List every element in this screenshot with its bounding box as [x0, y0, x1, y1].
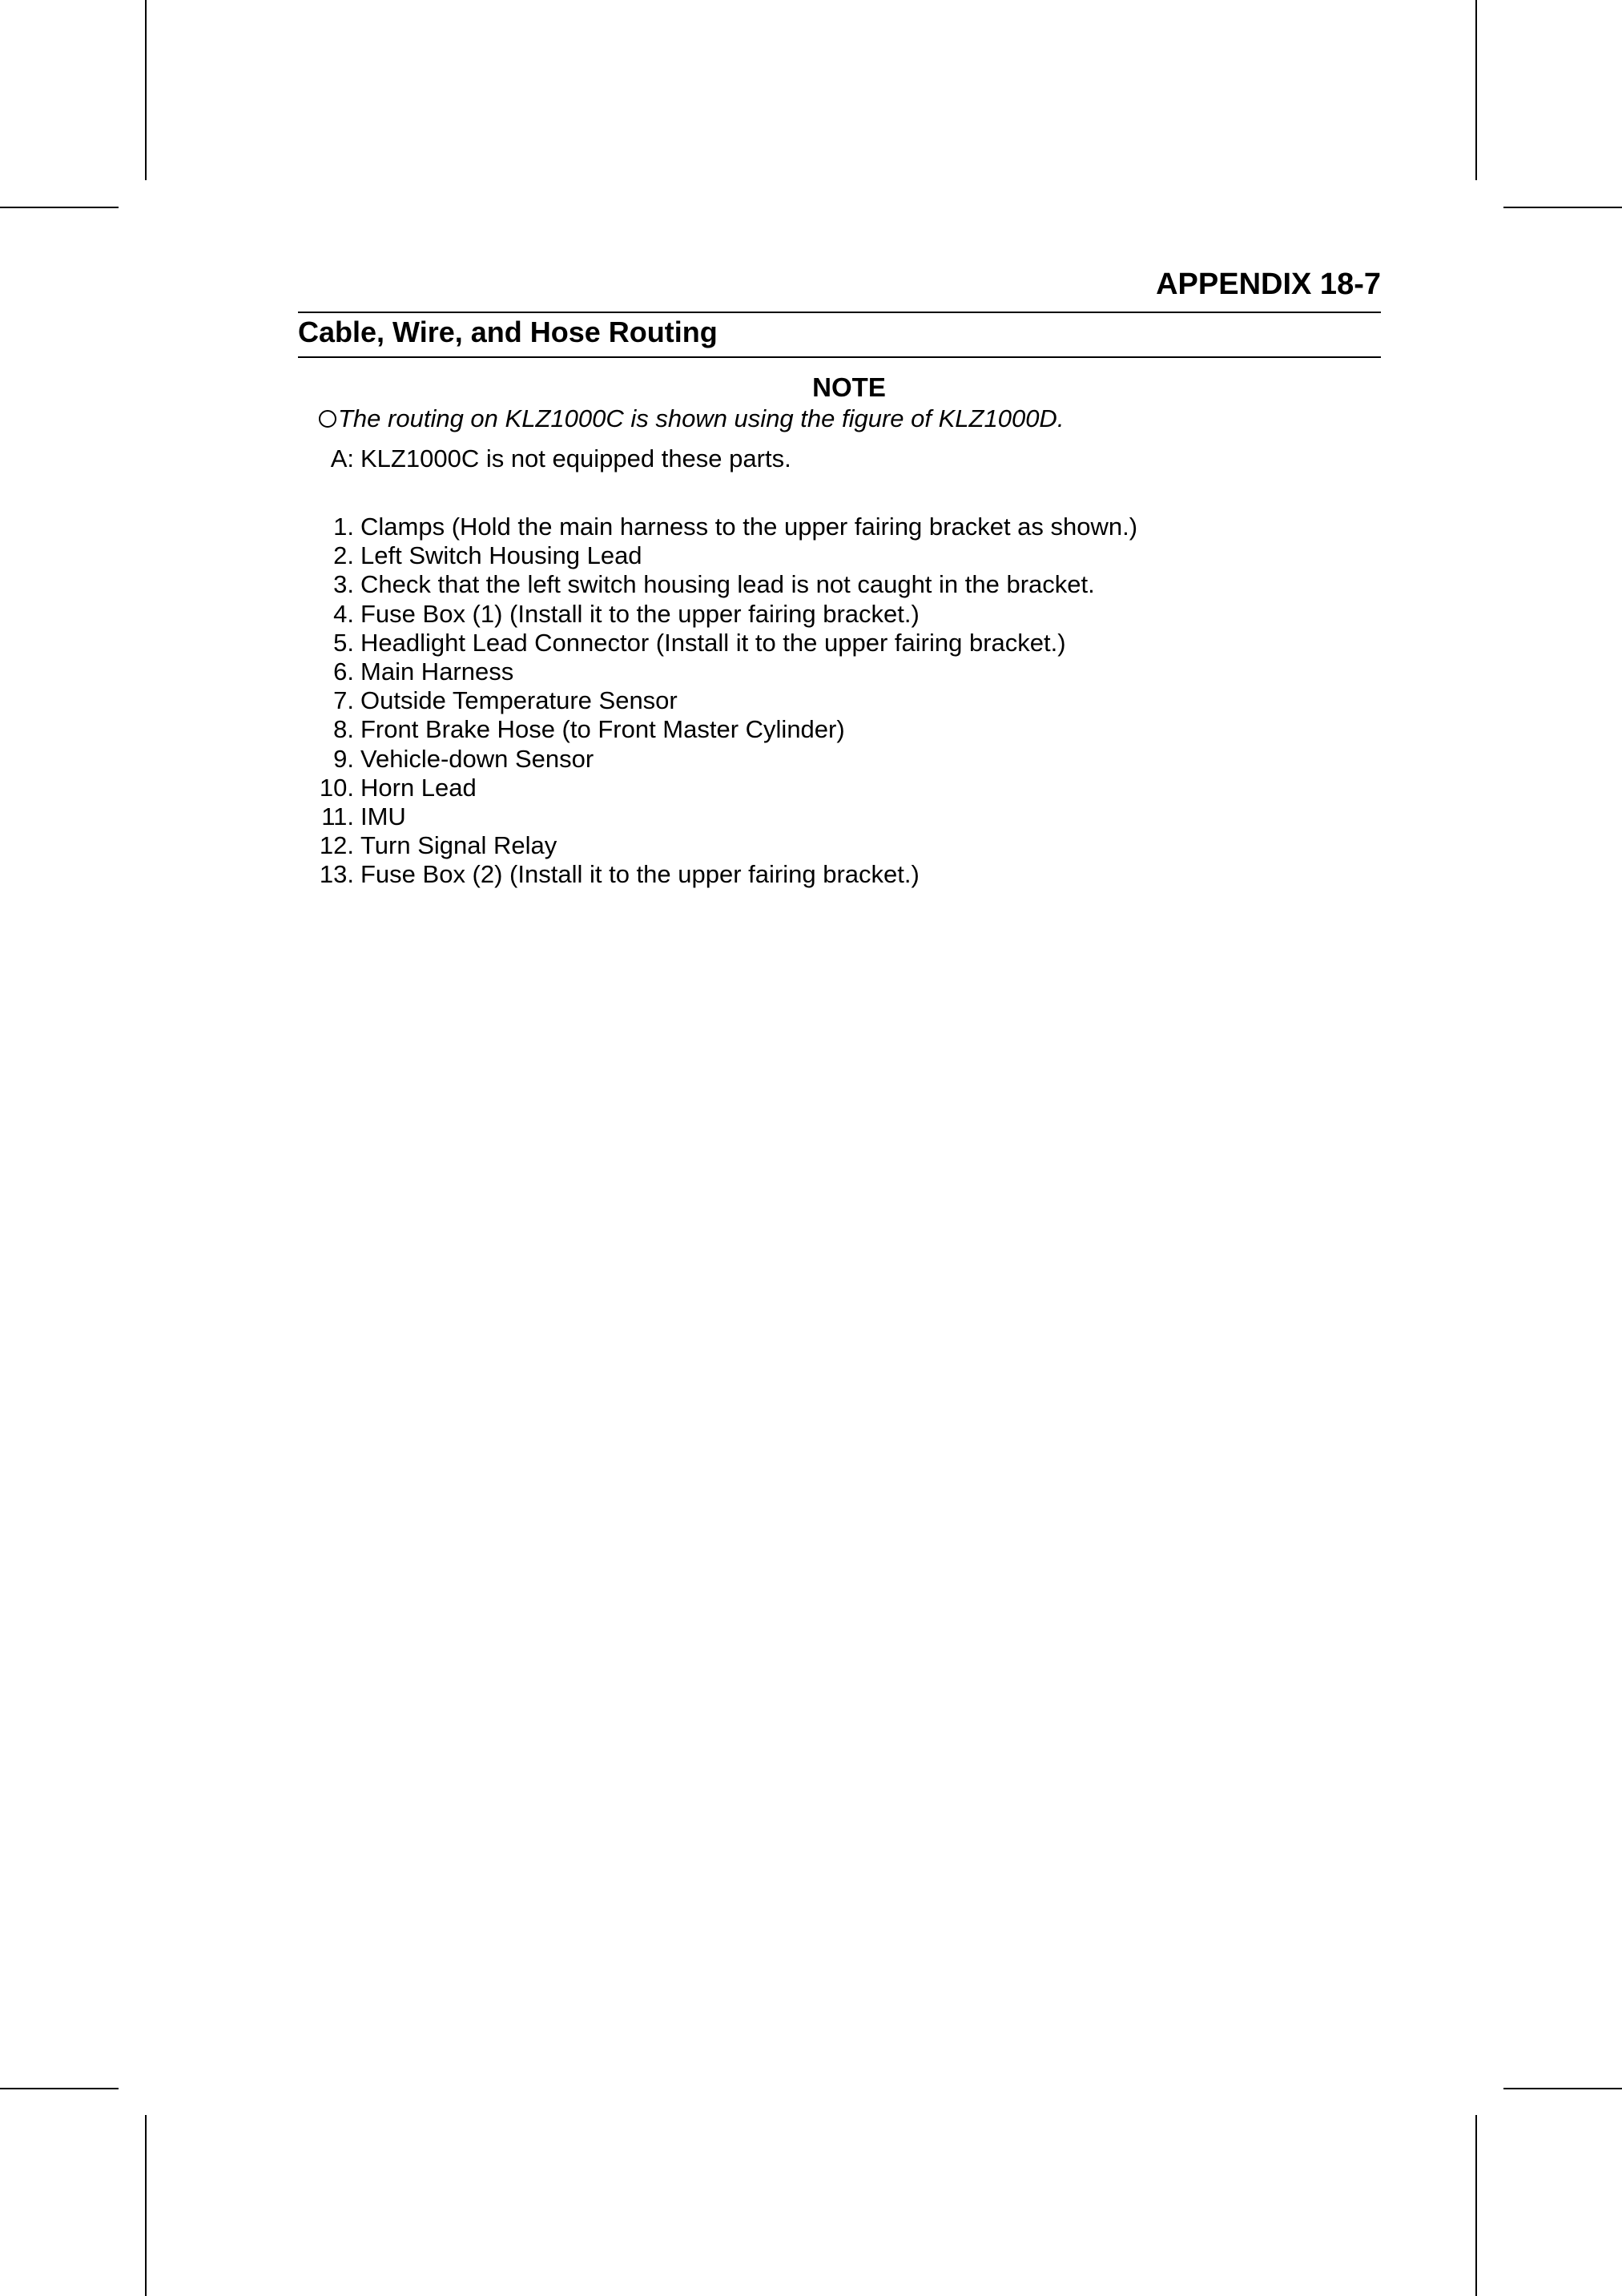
note-body — [319, 402, 1064, 436]
item-number: 5. — [333, 628, 354, 657]
item-number: 3. — [333, 570, 354, 599]
item-text: Fuse Box (1) (Install it to the upper fairing bracket.) — [360, 599, 920, 628]
item-number: 12. — [319, 831, 354, 860]
list-item — [304, 774, 1137, 802]
list-item — [304, 657, 1137, 686]
item-number: 13. — [319, 860, 354, 889]
list-item — [304, 831, 1137, 860]
list-item — [304, 860, 1137, 889]
page-label: APPENDIX 18-7 — [1156, 267, 1381, 301]
crop-mark-top-right-horizontal — [1503, 207, 1622, 208]
list-item — [304, 513, 1137, 541]
item-text: Left Switch Housing Lead — [360, 541, 642, 570]
item-number: 1. — [333, 513, 354, 541]
legend-text: KLZ1000C is not equipped these parts. — [360, 444, 791, 472]
item-number: 11. — [321, 802, 354, 830]
note-text: The routing on KLZ1000C is shown using the figure of KLZ1000D. — [338, 404, 1065, 432]
item-number: 8. — [333, 715, 354, 744]
crop-mark-bottom-left-vertical — [145, 2115, 147, 2296]
parts-list — [304, 513, 1137, 889]
crop-mark-top-left-vertical — [145, 0, 147, 180]
list-item — [304, 570, 1137, 599]
item-number: 6. — [333, 657, 354, 686]
crop-mark-top-right-vertical — [1475, 0, 1477, 180]
item-number: 2. — [333, 541, 354, 570]
list-item — [304, 745, 1137, 774]
crop-mark-top-left-horizontal — [0, 207, 119, 208]
crop-mark-bottom-right-vertical — [1475, 2115, 1477, 2296]
item-number: 4. — [333, 599, 354, 628]
item-number: 7. — [333, 686, 354, 715]
section-title-rule — [298, 356, 1381, 358]
hollow-circle-bullet-icon — [319, 410, 336, 428]
list-item — [304, 600, 1137, 629]
item-text: Front Brake Hose (to Front Master Cylinder) — [360, 715, 845, 744]
legend-line — [304, 444, 791, 473]
note-title: NOTE — [812, 372, 886, 402]
item-text: Outside Temperature Sensor — [360, 686, 678, 715]
list-item — [304, 715, 1137, 744]
item-text: Vehicle-down Sensor — [360, 744, 594, 773]
list-item — [304, 541, 1137, 570]
item-text: Fuse Box (2) (Install it to the upper fairing bracket.) — [360, 860, 920, 889]
item-text: Turn Signal Relay — [360, 831, 557, 860]
list-item — [304, 686, 1137, 715]
legend-key: A: — [330, 444, 354, 472]
item-number: 9. — [333, 744, 354, 773]
crop-mark-bottom-right-horizontal — [1503, 2088, 1622, 2089]
section-title: Cable, Wire, and Hose Routing — [298, 316, 718, 348]
list-item — [304, 629, 1137, 657]
item-text: Clamps (Hold the main harness to the upper fairing bracket as shown.) — [360, 513, 1138, 541]
item-text: Headlight Lead Connector (Install it to the upper fairing bracket.) — [360, 628, 1066, 657]
list-item — [304, 802, 1137, 831]
item-text: Main Harness — [360, 657, 514, 686]
item-text: IMU — [360, 802, 406, 830]
item-text: Check that the left switch housing lead is not caught in the bracket. — [360, 570, 1095, 599]
item-text: Horn Lead — [360, 773, 477, 802]
crop-mark-bottom-left-horizontal — [0, 2088, 119, 2089]
item-number: 10. — [319, 773, 354, 802]
